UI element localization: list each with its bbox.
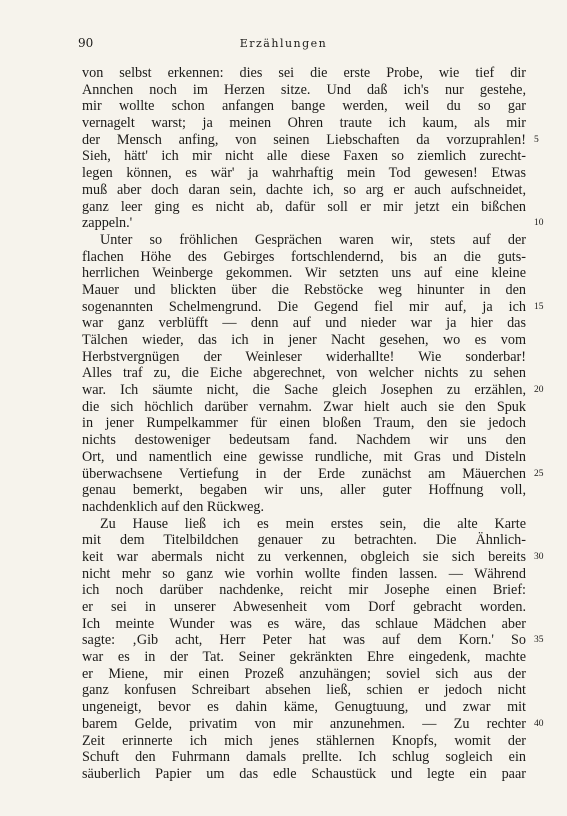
text-line bbox=[82, 332, 526, 349]
line-text: ganz leer ging es nicht ab, dafür soll er mir jetzt ein bißchen bbox=[82, 198, 526, 215]
text-line bbox=[82, 65, 526, 82]
line-text: keit war abermals nicht zu verkennen, obgleich sie sich bereits bbox=[82, 548, 526, 565]
line-text: war. Ich säumte nicht, die Sache gleich Josephen zu erzählen, bbox=[82, 382, 526, 399]
text-line bbox=[82, 699, 526, 716]
text-line bbox=[82, 315, 526, 332]
line-text: ich noch darüber nachdenke, reicht mir Josephe einen Brief: bbox=[82, 582, 526, 599]
text-line bbox=[82, 298, 544, 316]
line-text: war es in der Tat. Seiner gekränkten Ehre eingedenk, machte bbox=[82, 649, 526, 666]
margin-line-number: 35 bbox=[534, 635, 544, 646]
line-text: nichts destoweniger bedeutsam fand. Nachdem wir uns den bbox=[82, 432, 526, 449]
text-line bbox=[82, 415, 526, 432]
text-line bbox=[82, 766, 526, 783]
margin-line-number: 30 bbox=[534, 551, 544, 562]
line-text: barem Gelde, privatim von mir anzunehmen. — Zu rechter bbox=[82, 715, 526, 732]
text-line bbox=[82, 382, 544, 399]
text-line bbox=[82, 199, 526, 216]
text-line bbox=[82, 282, 526, 299]
text-line bbox=[82, 265, 526, 282]
line-text: herrlichen Weinberge gekommen. Wir setzten uns auf eine kleine bbox=[82, 265, 526, 282]
line-text: genau bemerkt, begaben wir uns, aller guter Hoffnung voll, bbox=[82, 482, 526, 499]
text-line bbox=[82, 465, 544, 483]
line-text: Zu Hause ließ ich es mein erstes sein, die alte Karte bbox=[100, 515, 526, 532]
body-text bbox=[82, 65, 544, 783]
line-text: überwachsene Vertiefung in der Erde zunächst am Mäuerchen bbox=[82, 465, 526, 482]
text-line bbox=[82, 365, 526, 382]
line-text: von selbst erkennen: dies sei die erste Probe, wie tief dir bbox=[82, 65, 526, 81]
text-line bbox=[82, 715, 544, 733]
line-text: Mauer und blickten über die Rebstöcke weg hinunter in den bbox=[82, 281, 526, 298]
margin-line-number: 10 bbox=[534, 218, 544, 229]
text-line bbox=[82, 733, 526, 750]
line-text: er Miene, mir einen Prozeß anzuhängen; soviel sich aus der bbox=[82, 665, 526, 682]
text-line bbox=[82, 599, 526, 616]
text-line bbox=[82, 98, 526, 115]
line-text: Sieh, hätt' ich mir nicht alle diese Faxen so ziemlich zurecht- bbox=[82, 148, 526, 165]
line-text: vernagelt warst; ja meinen Ohren traute ich kaum, als mir bbox=[82, 115, 526, 132]
line-text: war ganz verblüfft — denn auf und nieder war ja hier das bbox=[82, 315, 526, 332]
text-line bbox=[82, 632, 544, 649]
text-line bbox=[82, 749, 526, 766]
line-text: sagte: ‚Gib acht, Herr Peter hat was auf dem Korn.' So bbox=[82, 632, 526, 649]
text-line bbox=[82, 666, 526, 683]
line-text: flachen Höhe des Gebirges fortschlendernd, bis an die guts- bbox=[82, 248, 526, 265]
line-text: die sich höchlich darüber vernahm. Zwar hielt auch sie den Spuk bbox=[82, 398, 526, 415]
text-line bbox=[82, 449, 526, 466]
text-line bbox=[82, 82, 526, 99]
line-text: mit dem Titelbildchen genauer zu betrachten. Die Ähnlich- bbox=[82, 532, 526, 549]
line-text: Tälchen wieder, das ich in jener Nacht gesehen, wo es vom bbox=[82, 332, 526, 348]
text-line bbox=[82, 349, 526, 366]
line-text: Alles traf zu, die Eiche abgerechnet, von welcher nichts zu sehen bbox=[82, 365, 526, 382]
line-text: ungeneigt, bevor es dahin käme, Genugtuung, und zwar mit bbox=[82, 699, 526, 716]
text-line bbox=[82, 649, 526, 666]
margin-line-number: 15 bbox=[534, 301, 544, 312]
text-line bbox=[82, 432, 526, 449]
line-text: sogenannten Schelmengrund. Die Gegend fiel mir auf, ja ich bbox=[82, 298, 526, 315]
line-text: Ort, und namentlich eine gewisse rundliche, mit Gras und Disteln bbox=[82, 448, 526, 465]
text-line bbox=[82, 616, 526, 633]
text-line bbox=[82, 399, 526, 416]
line-text: ganz konfusen Schreibart absehen ließ, schien er jedoch nicht bbox=[82, 682, 526, 699]
line-text: Unter so fröhlichen Gesprächen waren wir, stets auf der bbox=[100, 231, 526, 248]
line-text: nachdenklich auf den Rückweg. bbox=[82, 498, 265, 515]
page-number: 90 bbox=[78, 36, 94, 50]
line-text: säuberlich Papier um das edle Schaustück und legte ein paar bbox=[82, 765, 526, 782]
text-line bbox=[82, 232, 526, 249]
line-text: mir wollte schon anfangen bange werden, weil du so gar bbox=[82, 98, 526, 115]
text-line bbox=[82, 566, 526, 583]
text-line bbox=[82, 548, 544, 566]
margin-line-number: 20 bbox=[534, 385, 544, 396]
text-line bbox=[82, 532, 526, 549]
text-line bbox=[82, 516, 526, 533]
text-line bbox=[82, 182, 526, 199]
line-text: der Mensch anfing, von seinen Liebschaften da vorzuprahlen! bbox=[82, 131, 526, 148]
margin-line-number: 5 bbox=[534, 134, 539, 145]
line-text: muß aber doch daran sein, dachte ich, so arg er auch aufschneidet, bbox=[82, 181, 526, 198]
line-text: Ich meinte Wunder was es wäre, das schlaue Mädchen aber bbox=[82, 615, 526, 632]
text-line bbox=[82, 482, 526, 499]
line-text: legen können, es wär' ja wahrhaftig mein Tod gewesen! Etwas bbox=[82, 165, 526, 182]
line-text: zappeln.' bbox=[82, 215, 133, 232]
line-text: Annchen noch im Herzen sitze. Und daß ich's nur gestehe, bbox=[82, 81, 526, 98]
line-text: er sei in unserer Abwesenheit vom Dorf gebracht worden. bbox=[82, 599, 526, 615]
text-line bbox=[82, 582, 526, 599]
text-line bbox=[82, 249, 526, 266]
text-line bbox=[82, 499, 526, 516]
line-text: Zeit erinnerte ich mich jenes stählernen Knopfs, womit der bbox=[82, 732, 526, 749]
line-text: in jener Rumpelkammer für einen bloßen Traum, den sie jedoch bbox=[82, 415, 526, 432]
margin-line-number: 40 bbox=[534, 718, 544, 729]
line-text: nicht mehr so ganz wie vorhin wollte finden lassen. — Während bbox=[82, 565, 526, 582]
text-line bbox=[82, 131, 539, 149]
text-line bbox=[82, 682, 526, 699]
text-line bbox=[82, 148, 526, 165]
text-line bbox=[82, 215, 544, 232]
margin-line-number: 25 bbox=[534, 468, 544, 479]
running-title: Erzählungen bbox=[239, 37, 328, 50]
text-line bbox=[82, 165, 526, 182]
text-line bbox=[82, 115, 526, 132]
line-text: Schuft den Fuhrmann damals prellte. Ich schlug sogleich ein bbox=[82, 749, 526, 766]
line-text: Herbstvergnügen der Weinleser widerhallte! Wie sonderbar! bbox=[82, 348, 526, 365]
